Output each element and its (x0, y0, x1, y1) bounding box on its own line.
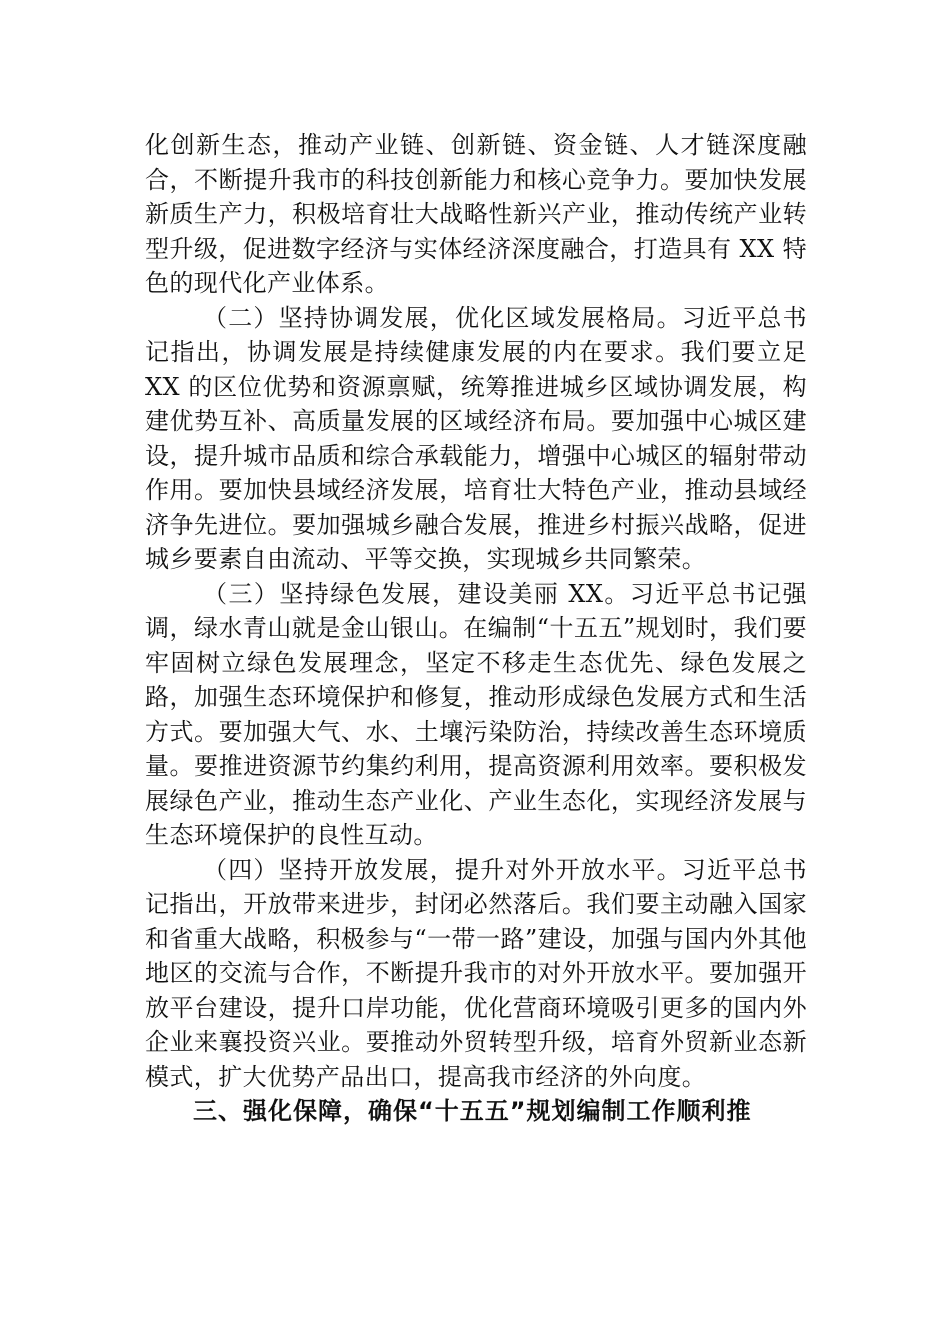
document-body (145, 128, 807, 1129)
section-heading-safeguards: 三、强化保障，确保“十五五”规划编制工作顺利推 (193, 1097, 752, 1125)
paragraph-coordinated-development: （二）坚持协调发展，优化区域发展格局。习近平总书记指出，协调发展是持续健康发展的内在要求。我们要立足 XX 的区位优势和资源禀赋，统筹推进城乡区域协调发展，构建优势互补、高质量发展的区域经济布局。要加强中心城区建设，提升城市品质和综合承载能力，增强中心城区的辐射带动作用。要加快县域经济发展，培育壮大特色产业，推动县域经济争先进位。要加强城乡融合发展，推进乡村振兴战略，促进城乡要素自由流动、平等交换，实现城乡共同繁荣。 (145, 303, 807, 573)
paragraph-green-development: （三）坚持绿色发展，建设美丽 XX。习近平总书记强调，绿水青山就是金山银山。在编制“十五五”规划时，我们要牢固树立绿色发展理念，坚定不移走生态优先、绿色发展之路，加强生态环境保护和修复，推动形成绿色发展方式和生活方式。要加强大气、水、土壤污染防治，持续改善生态环境质量。要推进资源节约集约利用，提高资源利用效率。要积极发展绿色产业，推动生态产业化、产业生态化，实现经济发展与生态环境保护的良性互动。 (145, 579, 807, 849)
paragraph-open-development: （四）坚持开放发展，提升对外开放水平。习近平总书记指出，开放带来进步，封闭必然落后。我们要主动融入国家和省重大战略，积极参与“一带一路”建设，加强与国内外其他地区的交流与合作，不断提升我市的对外开放水平。要加强开放平台建设，提升口岸功能，优化营商环境吸引更多的国内外企业来襄投资兴业。要推动外贸转型升级，培育外贸新业态新模式，扩大优势产品出口，提高我市经济的外向度。 (145, 855, 807, 1091)
paragraph-continuation: 化创新生态，推动产业链、创新链、资金链、人才链深度融合，不断提升我市的科技创新能力和核心竞争力。要加快发展新质生产力，积极培育壮大战略性新兴产业，推动传统产业转型升级，促进数字经济与实体经济深度融合，打造具有 XX 特色的现代化产业体系。 (145, 131, 807, 297)
